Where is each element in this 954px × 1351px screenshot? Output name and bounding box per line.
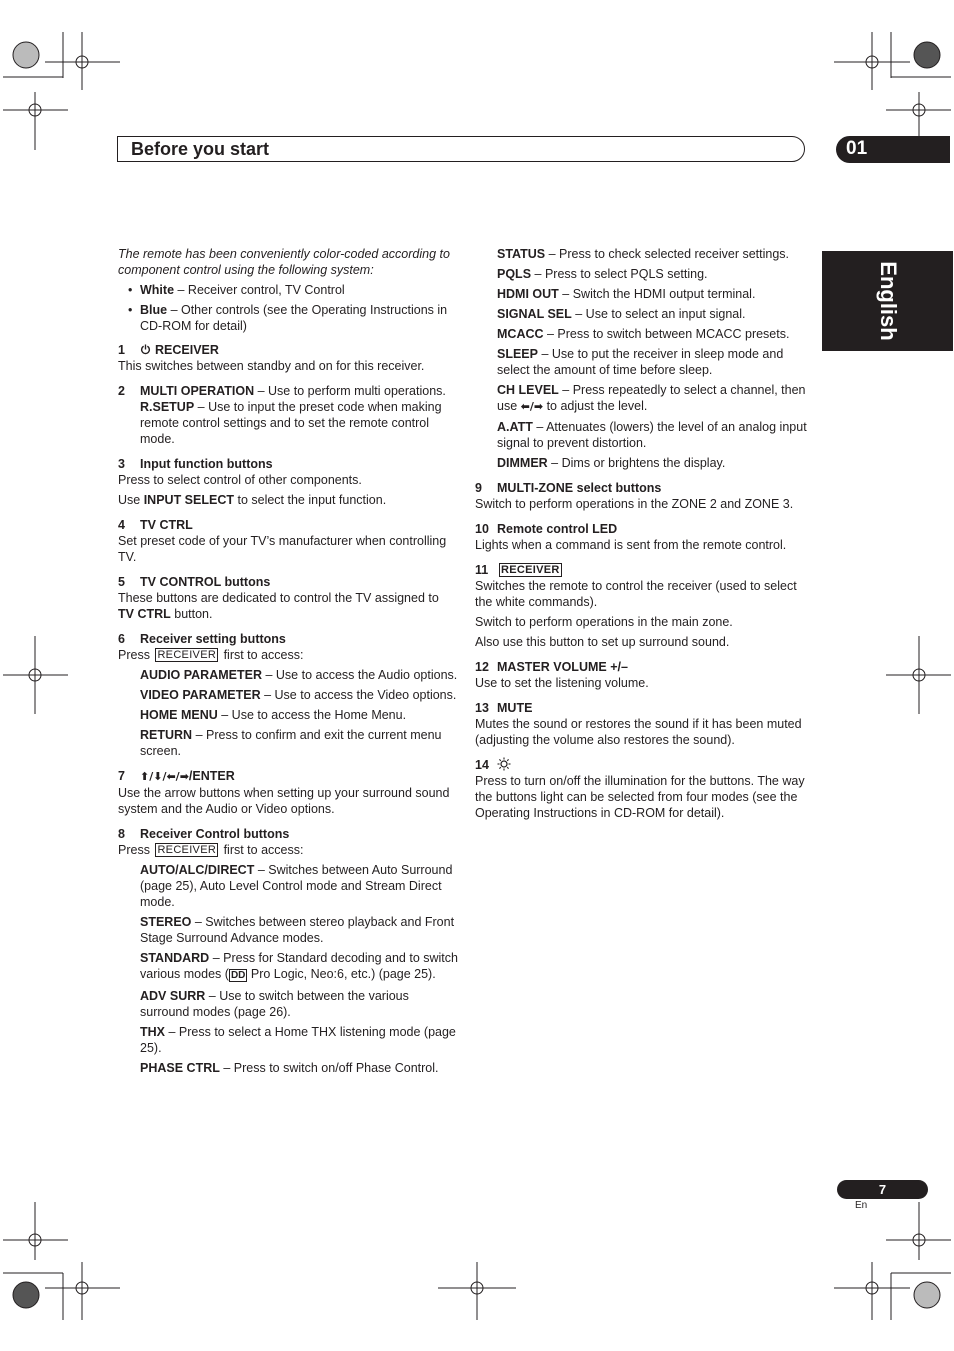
chapter-number: 01 <box>846 138 868 159</box>
term: AUDIO PARAMETER <box>140 668 262 682</box>
desc: – Press to check selected receiver settings. <box>545 247 790 261</box>
list-item <box>118 1060 458 1076</box>
desc: – Press to select a Home THX listening mode (page 25). <box>140 1025 456 1055</box>
list-item <box>475 266 815 282</box>
section-text: Switches the remote to control the receiver (used to select the white commands). <box>475 579 797 609</box>
term: TV CTRL <box>118 607 171 621</box>
bullet-desc: – Receiver control, TV Control <box>174 283 345 297</box>
page-number: 7 <box>837 1180 928 1199</box>
term: VIDEO PARAMETER <box>140 688 261 702</box>
dolby-double-d-icon: DD <box>230 970 246 981</box>
section-title: Receiver setting buttons <box>140 632 286 646</box>
list-item <box>475 382 815 415</box>
text: Press <box>118 648 150 662</box>
term: CH LEVEL <box>497 383 559 397</box>
desc: – Dims or brightens the display. <box>547 456 726 470</box>
term: SLEEP <box>497 347 538 361</box>
section-header <box>117 136 805 162</box>
term: PQLS <box>497 267 532 281</box>
registration-circle-icon <box>914 1282 940 1308</box>
rsetup-text <box>118 399 458 447</box>
list-item <box>118 687 458 703</box>
term: A.ATT <box>497 420 533 434</box>
list-item <box>118 707 458 723</box>
press-text <box>118 842 458 858</box>
section-number: 4 <box>118 518 125 532</box>
term: ADV SURR <box>140 989 206 1003</box>
section-13 <box>475 700 815 748</box>
bullet-desc: – Other controls (see the Operating Instructions in CD-ROM for detail) <box>140 303 448 333</box>
language-tab-label: English <box>875 261 901 341</box>
term: MCACC <box>497 327 544 341</box>
section-text: Use the arrow buttons when setting up your surround sound system and the Audio or Video options. <box>118 786 450 816</box>
section-6 <box>118 631 458 759</box>
section-heading <box>475 521 815 537</box>
section-text: Switch to perform operations in the ZONE 2 and ZONE 3. <box>475 497 794 511</box>
section-title: Input function buttons <box>140 457 273 471</box>
section-number: 14 <box>475 758 489 772</box>
registration-circle-icon <box>13 42 39 68</box>
list-item <box>128 302 458 334</box>
term: STEREO <box>140 915 192 929</box>
section-text: – Use to perform multi operations. <box>254 384 446 398</box>
term: R.SETUP <box>140 400 195 414</box>
desc: – Press to switch between MCACC presets. <box>543 327 790 341</box>
section-number: 6 <box>118 632 125 646</box>
section-heading <box>475 659 815 675</box>
desc: Pro Logic, Neo:6, etc.) (page 25). <box>247 967 436 981</box>
section-text <box>118 590 458 622</box>
registration-circle-icon <box>914 42 940 68</box>
section-text: This switches between standby and on for this receiver. <box>118 359 425 373</box>
desc: – Use to access the Audio options. <box>262 668 458 682</box>
page-language: En <box>855 1200 868 1211</box>
section-title: RECEIVER <box>155 343 219 357</box>
section-heading <box>118 383 458 399</box>
desc: to adjust the level. <box>543 399 648 413</box>
term: DIMMER <box>497 456 548 470</box>
section-text: Press to select control of other components. <box>118 473 362 487</box>
term: SIGNAL SEL <box>497 307 572 321</box>
desc: – Switch the HDMI output terminal. <box>558 287 756 301</box>
section-number: 11 <box>475 563 489 577</box>
section-number: 12 <box>475 660 489 674</box>
section-10 <box>475 521 815 553</box>
section-heading <box>118 517 458 533</box>
left-column <box>118 246 458 1085</box>
section-number: 8 <box>118 827 125 841</box>
section-title: TV CTRL <box>140 518 193 532</box>
arrow-icon: ⬅/➡ <box>520 400 544 413</box>
list-item <box>118 1024 458 1056</box>
section-heading <box>118 826 458 842</box>
list-item <box>475 346 815 378</box>
section-number: 13 <box>475 701 489 715</box>
section-heading <box>475 480 815 496</box>
section-8-continued <box>475 246 815 471</box>
section-title: TV CONTROL buttons <box>140 575 271 589</box>
list-item <box>118 667 458 683</box>
desc: – Attenuates (lowers) the level of an analog input signal to prevent distortion. <box>497 420 807 450</box>
desc: – Switches between Auto Surround (page 25), Auto Level Control mode and Stream Direct mode. <box>140 863 453 909</box>
list-item <box>475 326 815 342</box>
section-text: Switch to perform operations in the main zone. <box>475 615 733 629</box>
intro-text: The remote has been conveniently color-coded according to component control using the following system: <box>118 247 450 277</box>
section-5 <box>118 574 458 622</box>
desc: – Use to access the Home Menu. <box>217 708 407 722</box>
section-text: Mutes the sound or restores the sound if it has been muted (adjusting the volume also restores the sound). <box>475 717 802 747</box>
section-9 <box>475 480 815 512</box>
bullet-term: Blue <box>140 303 168 317</box>
text: These buttons are dedicated to control the TV assigned to <box>118 591 439 605</box>
section-number: 3 <box>118 457 125 471</box>
section-text: Set preset code of your TV’s manufacturer when controlling TV. <box>118 534 447 564</box>
term: INPUT SELECT <box>143 493 234 507</box>
desc: – Press repeatedly to select a channel, then use <box>497 383 806 413</box>
text: Use <box>118 493 144 507</box>
section-title: /ENTER <box>188 769 235 783</box>
language-tab <box>822 251 953 351</box>
term: THX <box>140 1025 165 1039</box>
list-item <box>475 286 815 302</box>
desc: – Use to select an input signal. <box>571 307 746 321</box>
light-icon <box>497 757 511 771</box>
section-title: MULTI-ZONE select buttons <box>497 481 662 495</box>
text: Press <box>118 843 150 857</box>
section-heading <box>118 574 458 590</box>
section-heading <box>118 342 458 358</box>
desc: – Press to select PQLS setting. <box>531 267 708 281</box>
right-column <box>475 246 815 830</box>
desc: – Use to switch between the various surround modes (page 26). <box>140 989 409 1019</box>
section-number: 5 <box>118 575 125 589</box>
section-text <box>118 492 458 508</box>
desc: – Press to switch on/off Phase Control. <box>219 1061 439 1075</box>
list-item <box>118 914 458 946</box>
section-number: 9 <box>475 481 482 495</box>
receiver-button-tag: RECEIVER <box>157 844 217 856</box>
term: STATUS <box>497 247 546 261</box>
list-item <box>475 455 815 471</box>
section-text: Lights when a command is sent from the remote control. <box>475 538 787 552</box>
section-heading <box>118 631 458 647</box>
list-item <box>475 419 815 451</box>
text: button. <box>170 607 213 621</box>
section-title: Remote control LED <box>497 522 618 536</box>
page-title: Before you start <box>131 139 270 159</box>
section-text: Press to turn on/off the illumination for the buttons. The way the buttons light can be selected from four modes (see the Operating Instructions in CD-ROM for detail). <box>475 774 805 820</box>
section-heading <box>475 562 815 578</box>
section-text: Also use this button to set up surround sound. <box>475 635 730 649</box>
desc: – Press to confirm and exit the current menu screen. <box>140 728 442 758</box>
text: to select the input function. <box>234 493 387 507</box>
term: AUTO/ALC/DIRECT <box>140 863 255 877</box>
list-item <box>475 306 815 322</box>
list-item <box>128 282 458 298</box>
section-1 <box>118 342 458 374</box>
term: RETURN <box>140 728 193 742</box>
text: first to access: <box>223 648 304 662</box>
section-14 <box>475 757 815 821</box>
term: STANDARD <box>140 951 210 965</box>
desc: – Use to put the receiver in sleep mode and select the amount of time before sleep. <box>497 347 784 377</box>
arrow-icon: ⬆/⬇/⬅/➡ <box>140 770 189 783</box>
section-heading <box>118 768 458 785</box>
section-11 <box>475 562 815 650</box>
section-title: MULTI OPERATION <box>140 384 255 398</box>
section-number: 1 <box>118 343 125 357</box>
section-heading <box>118 456 458 472</box>
section-12 <box>475 659 815 691</box>
receiver-button-tag: RECEIVER <box>157 649 217 661</box>
list-item <box>118 862 458 910</box>
list-item <box>118 727 458 759</box>
list-item <box>118 950 458 984</box>
bullet-term: White <box>140 283 175 297</box>
section-8 <box>118 826 458 1076</box>
receiver-button-tag: RECEIVER <box>501 564 560 576</box>
section-text: Use to set the listening volume. <box>475 676 649 690</box>
desc: – Press for Standard decoding and to switch various modes ( <box>140 951 458 981</box>
term: HDMI OUT <box>497 287 559 301</box>
section-7 <box>118 768 458 817</box>
section-number: 10 <box>475 522 489 536</box>
section-2 <box>118 383 458 447</box>
desc: – Switches between stereo playback and Front Stage Surround Advance modes. <box>140 915 455 945</box>
color-code-list <box>118 282 458 334</box>
text: first to access: <box>223 843 304 857</box>
power-icon <box>140 344 151 355</box>
desc: – Use to access the Video options. <box>260 688 457 702</box>
section-heading <box>475 757 815 773</box>
desc: – Use to input the preset code when making remote control settings and to set the remote control mode. <box>140 400 442 446</box>
section-3 <box>118 456 458 508</box>
registration-circle-icon <box>13 1282 39 1308</box>
section-4 <box>118 517 458 565</box>
section-title: MUTE <box>497 701 533 715</box>
section-heading <box>475 700 815 716</box>
chapter-badge <box>836 136 950 163</box>
press-text <box>118 647 458 663</box>
section-title: MASTER VOLUME +/– <box>497 660 628 674</box>
section-title: Receiver Control buttons <box>140 827 290 841</box>
term: HOME MENU <box>140 708 218 722</box>
section-number: 2 <box>118 384 125 398</box>
term: PHASE CTRL <box>140 1061 220 1075</box>
list-item <box>118 988 458 1020</box>
section-number: 7 <box>118 769 125 783</box>
list-item <box>475 246 815 262</box>
